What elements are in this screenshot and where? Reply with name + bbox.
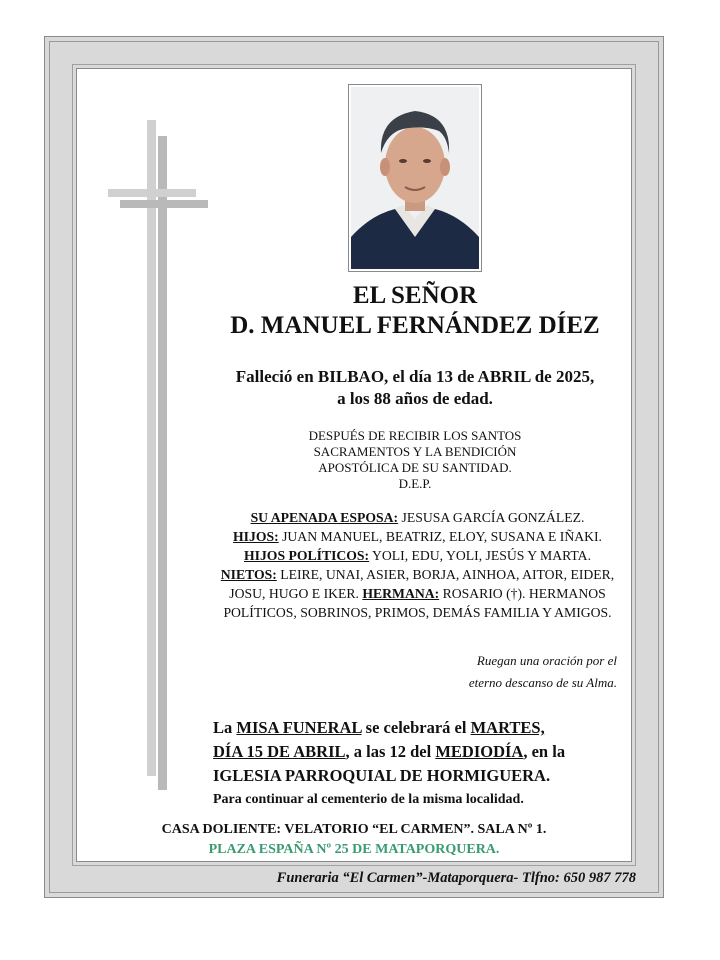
funeral-time: MEDIODÍA xyxy=(435,742,524,761)
cross-vertical-light xyxy=(147,120,156,776)
death-notice xyxy=(200,366,630,410)
funeral-day: MARTES, xyxy=(470,718,545,737)
honorific-title: EL SEÑOR xyxy=(352,282,478,309)
funeral-date: DÍA 15 DE ABRIL xyxy=(213,742,346,761)
esposa-label: SU APENADA ESPOSA: xyxy=(250,510,399,525)
nietos-names: LEIRE, UNAI, ASIER, BORJA, AINHOA, AITOR, EIDER, JOSU, HUGO E IKER. xyxy=(229,567,615,601)
hijos-politicos-names: YOLI, EDU, YOLI, JESÚS Y MARTA. xyxy=(369,548,591,563)
sacraments-line: SACRAMENTOS Y LA BENDICIÓN xyxy=(313,444,517,459)
portrait-photo xyxy=(348,84,482,272)
cemetery-note: Para continuar al cementerio de la misma localidad. xyxy=(213,792,524,807)
address: PLAZA ESPAÑA Nº 25 DE MATAPORQUERA. xyxy=(208,842,500,857)
dep-text: D.E.P. xyxy=(398,476,432,491)
funeral-text: , en la xyxy=(523,742,566,761)
prayer-line: Ruegan una oración por el xyxy=(476,653,617,668)
funeral-line-1 xyxy=(213,716,633,740)
hijos-politicos-label: HIJOS POLÍTICOS: xyxy=(243,548,370,563)
hijos-label: HIJOS: xyxy=(233,529,279,544)
funeral-announcement xyxy=(213,716,633,812)
misa-funeral: MISA FUNERAL xyxy=(236,718,362,737)
prayer-request xyxy=(400,650,617,694)
family-list xyxy=(215,508,620,622)
death-place-date: Falleció en BILBAO, el día 13 de ABRIL de 2025, xyxy=(235,367,595,386)
funeral-line-2 xyxy=(213,740,633,764)
cross-horizontal-dark xyxy=(120,200,208,208)
cross-horizontal-light xyxy=(108,189,196,197)
hermana-label: HERMANA: xyxy=(362,586,440,601)
sacraments-line: APOSTÓLICA DE SU SANTIDAD. xyxy=(318,460,512,475)
funeral-church: IGLESIA PARROQUIAL DE HORMIGUERA. xyxy=(213,766,551,785)
funeral-home-footer: Funeraria “El Carmen”-Mataporquera- Tlfno: 650 987 778 xyxy=(276,870,636,886)
sacraments-line: DESPUÉS DE RECIBIR LOS SANTOS xyxy=(308,428,522,443)
sacraments-text xyxy=(200,428,630,492)
portrait-image xyxy=(351,87,479,269)
cross-vertical-dark xyxy=(158,136,167,790)
funeral-text: se celebrará el xyxy=(361,718,471,737)
prayer-line: eterno descanso de su Alma. xyxy=(468,675,617,690)
deceased-name: D. MANUEL FERNÁNDEZ DÍEZ xyxy=(230,312,600,339)
hermana-name: ROSARIO (†). HERMANOS POLÍTICOS, SOBRINOS, PRIMOS, DEMÁS FAMILIA Y AMIGOS. xyxy=(223,586,612,620)
funeral-text: , a las 12 del xyxy=(345,742,436,761)
casa-doliente: CASA DOLIENTE: VELATORIO “EL CARMEN”. SALA Nº 1. xyxy=(161,822,547,837)
death-age: a los 88 años de edad. xyxy=(337,389,493,408)
hijos-names: JUAN MANUEL, BEATRIZ, ELOY, SUSANA E IÑAKI. xyxy=(278,529,602,544)
nietos-label: NIETOS: xyxy=(220,567,277,582)
funeral-text: La xyxy=(213,718,237,737)
esposa-name: JESUSA GARCÍA GONZÁLEZ. xyxy=(398,510,585,525)
